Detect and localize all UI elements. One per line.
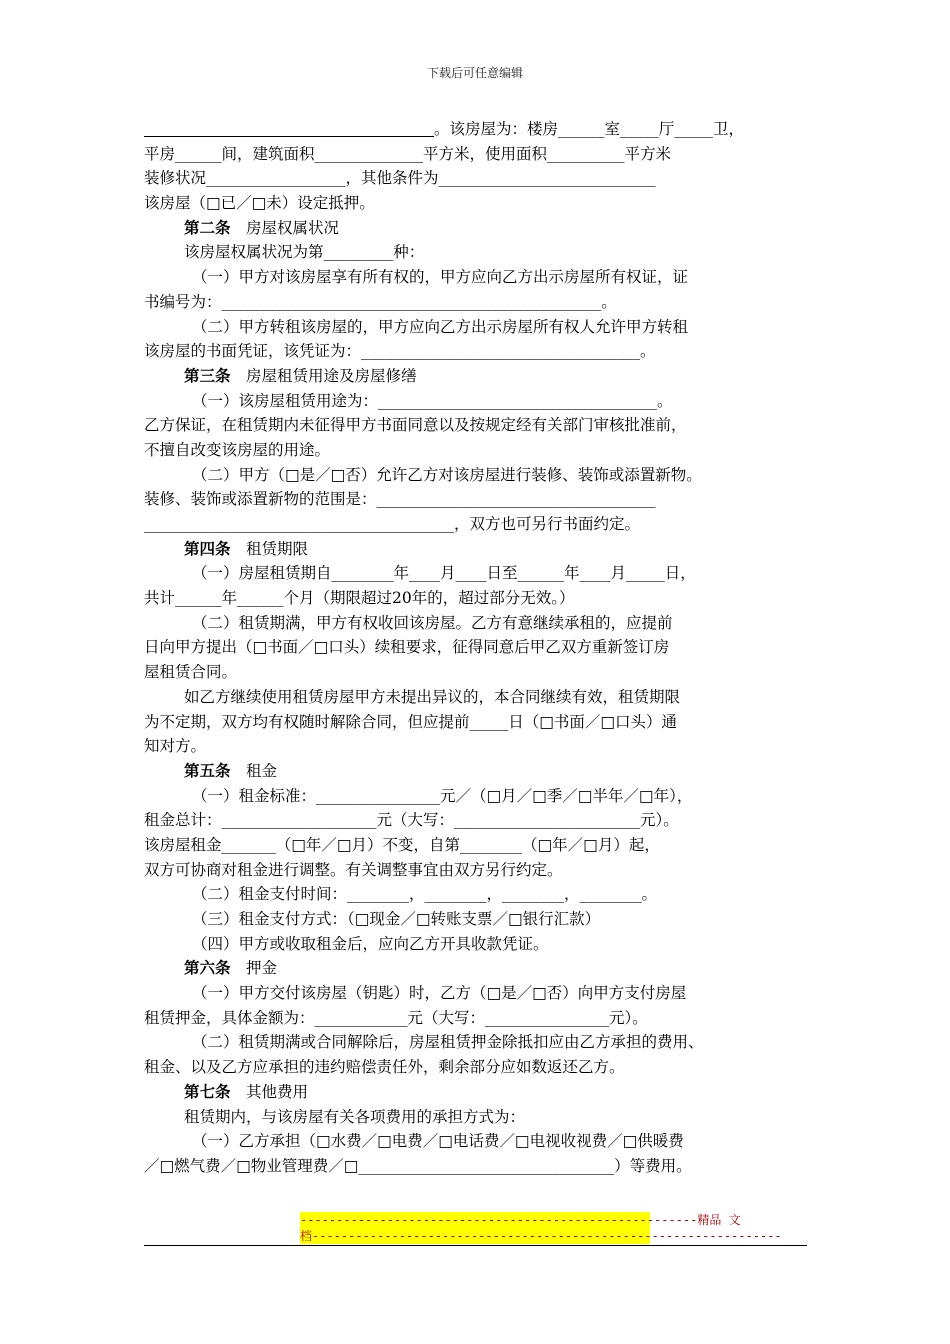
contract-line xyxy=(144,710,812,735)
contract-line xyxy=(144,413,812,438)
contract-line xyxy=(144,561,812,586)
line-text: 双方可协商对租金进行调整。有关调整事宜由双方另行约定。 xyxy=(144,860,563,879)
line-text: 为不定期，双方均有权随时解除合同，但应提前_____日（□书面／□口头）通 xyxy=(144,712,678,731)
contract-line xyxy=(144,240,812,265)
contract-line xyxy=(144,1154,812,1179)
contract-line xyxy=(144,611,812,636)
line-text: 该房屋的书面凭证，该凭证为：____________________________________。 xyxy=(144,342,656,361)
contract-line xyxy=(144,438,812,463)
contract-line xyxy=(144,142,812,167)
line-text: 其他费用 xyxy=(246,1082,309,1101)
contract-line xyxy=(144,635,812,660)
line-text: 不擅自改变该房屋的用途。 xyxy=(144,440,331,459)
contract-line xyxy=(144,191,812,216)
line-text: （一）乙方承担（□水费／□电费／□电话费／□电视收视费／□供暖费 xyxy=(192,1132,684,1151)
line-text: （二）租金支付时间：________，________，________，________。 xyxy=(192,885,658,904)
footer-line-1: -------------------------------------------------------精品 文 xyxy=(300,1213,741,1227)
line-text: 该房屋（□已／□未）设定抵押。 xyxy=(144,194,375,213)
blank-underline xyxy=(144,120,434,137)
line-text: 日向甲方提出（□书面／□口头）续租要求，征得同意后甲乙双方重新签订房 xyxy=(144,638,670,657)
line-text: （一）该房屋租赁用途为：____________________________________。 xyxy=(192,391,673,410)
line-text: （一）甲方对该房屋享有所有权的，甲方应向乙方出示房屋所有权证，证 xyxy=(192,268,689,287)
line-text: （一）房屋租赁期自________年____月____日至______年____月_____日， xyxy=(192,564,696,583)
line-text: 该房屋租金_______（□年／□月）不变，自第________（□年／□月）起， xyxy=(144,835,660,854)
contract-line xyxy=(144,512,812,537)
line-text: （四）甲方或收取租金后，应向乙方开具收款凭证。 xyxy=(192,934,549,953)
contract-line xyxy=(144,290,812,315)
article-heading xyxy=(144,956,812,981)
contract-line xyxy=(144,315,812,340)
contract-body xyxy=(144,117,812,1179)
contract-line xyxy=(144,858,812,883)
line-text: 如乙方继续使用租赁房屋甲方未提出异议的，本合同继续有效，租赁期限 xyxy=(184,687,681,706)
line-text: 。该房屋为：楼房______室_____厅_____卫， xyxy=(434,120,745,138)
contract-line xyxy=(144,265,812,290)
line-text: 平房______间，建筑面积______________平方米，使用面积__________平方米 xyxy=(144,144,672,163)
line-text: （二）租赁期满，甲方有权收回该房屋。乙方有意继续承租的，应提前 xyxy=(192,613,673,632)
article-number: 第二条 xyxy=(184,217,231,237)
contract-line xyxy=(144,882,812,907)
contract-line xyxy=(144,1105,812,1130)
line-text: 屋租赁合同。 xyxy=(144,663,238,682)
line-text: 知对方。 xyxy=(144,737,207,756)
page-header: 下载后可任意编辑 xyxy=(426,66,523,80)
article-number: 第五条 xyxy=(184,760,231,780)
line-text: 房屋权属状况 xyxy=(246,218,340,237)
line-text: 押金 xyxy=(246,959,278,978)
line-text: ／□燃气费／□物业管理费／□_________________________________）等费用。 xyxy=(144,1156,692,1175)
contract-line xyxy=(144,734,812,759)
article-heading xyxy=(144,537,812,562)
contract-line xyxy=(144,117,812,142)
line-text: 共计______年______个月（期限超过20年的，超过部分无效。） xyxy=(144,589,575,608)
contract-line xyxy=(144,1006,812,1031)
contract-line xyxy=(144,660,812,685)
line-text: （三）租金支付方式：（□现金／□转账支票／□银行汇款） xyxy=(192,910,601,928)
line-text: （二）租赁期满或合同解除后，房屋租赁押金除抵扣应由乙方承担的费用、 xyxy=(192,1033,704,1052)
contract-line xyxy=(144,907,812,932)
bottom-divider xyxy=(144,1245,807,1246)
contract-line xyxy=(144,1030,812,1055)
line-text: 书编号为：_________________________________________________。 xyxy=(144,292,617,311)
line-text: ________________________________________，双方也可另行书面约定。 xyxy=(144,515,641,533)
footer-watermark xyxy=(300,1212,782,1244)
contract-line xyxy=(144,808,812,833)
line-text: 租赁期内，与该房屋有关各项费用的承担方式为： xyxy=(184,1107,526,1126)
line-text: 租金、以及乙方应承担的违约赔偿责任外，剩余部分应如数返还乙方。 xyxy=(144,1058,625,1077)
article-heading xyxy=(144,216,812,241)
article-number: 第三条 xyxy=(184,365,231,385)
contract-line xyxy=(144,586,812,611)
line-text: 租赁期限 xyxy=(246,539,309,558)
line-text: 该房屋权属状况为第_________种： xyxy=(184,243,425,262)
contract-line xyxy=(144,685,812,710)
line-text: 租赁押金，具体金额为：____________元（大写：________________元）。 xyxy=(144,1008,648,1027)
contract-line xyxy=(144,1129,812,1154)
line-text: 乙方保证，在租赁期内未征得甲方书面同意以及按规定经有关部门审核批准前， xyxy=(144,416,687,435)
contract-line xyxy=(144,833,812,858)
contract-line xyxy=(144,981,812,1006)
footer-line-2: 档----------------------------------------------------------------- xyxy=(300,1229,782,1243)
contract-line xyxy=(144,1055,812,1080)
line-text: （一）租金标准：________________元／（□月／□季／□半年／□年）， xyxy=(192,786,693,805)
line-text: 装修状况__________________，其他条件为____________________________ xyxy=(144,169,656,188)
contract-line xyxy=(144,932,812,957)
article-heading xyxy=(144,759,812,784)
line-text: 装修、装饰或添置新物的范围是：____________________________________ xyxy=(144,490,656,509)
article-heading xyxy=(144,364,812,389)
line-text: （二）甲方（□是／□否）允许乙方对该房屋进行装修、装饰或添置新物。 xyxy=(192,465,702,484)
article-heading xyxy=(144,1080,812,1105)
contract-line xyxy=(144,784,812,809)
contract-line xyxy=(144,339,812,364)
contract-line xyxy=(144,166,812,191)
contract-line xyxy=(144,389,812,414)
line-text: 租金总计：____________________元（大写：________________________元）。 xyxy=(144,811,679,830)
line-text: （一）甲方交付该房屋（钥匙）时，乙方（□是／□否）向甲方支付房屋 xyxy=(192,984,687,1003)
line-text: 房屋租赁用途及房屋修缮 xyxy=(246,366,417,385)
article-number: 第七条 xyxy=(184,1081,231,1101)
line-text: 租金 xyxy=(246,761,278,780)
article-number: 第六条 xyxy=(184,958,231,978)
contract-line xyxy=(144,487,812,512)
line-text: （二）甲方转租该房屋的，甲方应向乙方出示房屋所有权人允许甲方转租 xyxy=(192,317,689,336)
article-number: 第四条 xyxy=(184,538,231,558)
contract-line xyxy=(144,463,812,488)
